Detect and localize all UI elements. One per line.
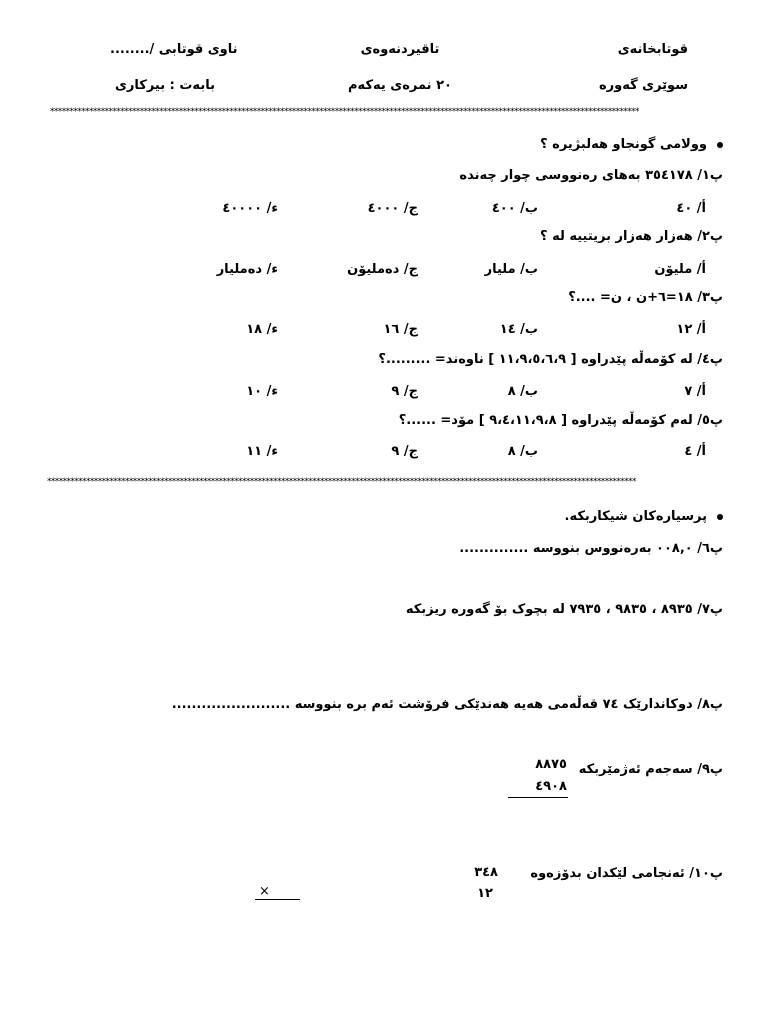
question-9: پ٩/ سەجەم ئەژمێربکە <box>578 762 723 777</box>
q4-option-c: ج/ ٩ <box>391 384 418 399</box>
q4-option-a: أ/ ٧ <box>684 384 706 399</box>
q5-option-a: أ/ ٤ <box>684 444 706 459</box>
question-1: پ١/ ٣٥٤١٧٨ بەهای رەنووسی چوار چەندە <box>459 168 723 183</box>
q9-sum-line <box>508 797 568 798</box>
question-4: پ٤/ لە کۆمەڵە پێدراوە [ ١١،٩،٥،٦،٩ ] ناوەند= .........؟ <box>378 352 723 367</box>
q3-option-c: ج/ ١٦ <box>383 322 418 337</box>
q3-option-d: ء/ ١٨ <box>246 322 278 337</box>
question-7: پ٧/ ٨٩٣٥ ، ٩٨٣٥ ، ٧٩٣٥ لە بچوک بۆ گەورە ریزبکە <box>405 602 723 617</box>
q1-option-a: أ/ ٤٠ <box>676 201 706 216</box>
bullet-icon <box>717 142 723 148</box>
q1-option-b: ب/ ٤٠٠ <box>491 201 538 216</box>
score-label: ٢٠ نمرەی یەکەم <box>348 78 452 93</box>
q10-factor-bottom: ١٢ <box>477 886 493 901</box>
q9-addend-bottom: ٤٩٠٨ <box>535 779 567 794</box>
question-2: پ٢/ هەزار هەزار بریتییە لە ؟ <box>540 229 723 244</box>
separator-stars-2: ******************************************************************************************************************************************************* <box>47 477 636 487</box>
q9-addend-top: ٨٨٧٥ <box>535 757 567 772</box>
subject-label: بابەت : بیرکاری <box>115 78 215 93</box>
exam-label: تاقیردنەوەی <box>360 42 440 57</box>
q2-option-b: ب/ ملیار <box>484 262 538 277</box>
separator-stars: ******************************************************************************************************************************************************* <box>50 107 639 117</box>
grade-label: سوێری گەورە <box>598 78 688 93</box>
q4-option-d: ء/ ١٠ <box>246 384 278 399</box>
q2-option-c: ج/ دەملیۆن <box>347 262 418 277</box>
question-10: پ١٠/ ئەنجامی لێکدان بدۆزەوە <box>530 866 723 881</box>
student-name-label: ناوی قوتابی /........ <box>110 42 238 57</box>
question-5: پ٥/ لەم کۆمەڵە پێدراوە [ ٩،٤،١١،٩،٨ ] مۆد= ......؟ <box>398 413 723 428</box>
q4-option-b: ب/ ٨ <box>507 384 538 399</box>
q5-option-b: ب/ ٨ <box>507 444 538 459</box>
section2-title: پرسیارەکان شیکاربکە. <box>565 509 723 524</box>
q10-factor-top: ٣٤٨ <box>474 865 498 880</box>
q1-option-c: ج/ ٤٠٠٠ <box>367 201 418 216</box>
school-label: قوتابخانەی <box>617 42 688 57</box>
q5-option-d: ء/ ١١ <box>246 444 278 459</box>
q2-option-a: أ/ ملیۆن <box>654 262 706 277</box>
question-6: پ٦/ ٠٠٨,٠ بەرەنووس بنووسە .............. <box>459 541 723 556</box>
section1-title: وولامی گونجاو هەلبژیرە ؟ <box>540 137 723 152</box>
q2-option-d: ء/ دەملیار <box>216 262 278 277</box>
bullet-icon <box>717 514 723 520</box>
q10-product-line <box>255 899 300 900</box>
q5-option-c: ج/ ٩ <box>391 444 418 459</box>
question-8: پ٨/ دوکاندارێک ٧٤ قەڵەمی هەیە هەندێکی فرۆشت ئەم برە بنووسە ........................ <box>171 697 723 712</box>
q3-option-b: ب/ ١٤ <box>499 322 538 337</box>
q3-option-a: أ/ ١٢ <box>676 322 706 337</box>
question-3: پ٣/ ١٨=٦+ن ، ن= ....؟ <box>568 290 723 305</box>
multiply-sign-icon: × <box>259 884 270 899</box>
q1-option-d: ء/ ٤٠٠٠٠ <box>222 201 278 216</box>
